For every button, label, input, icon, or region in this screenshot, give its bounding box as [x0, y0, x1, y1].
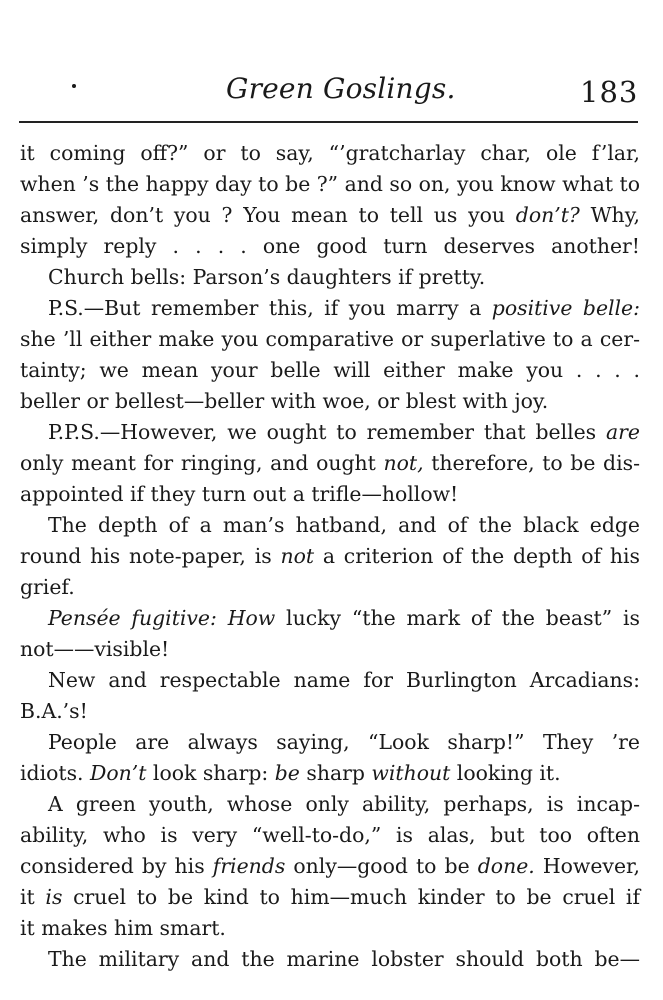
text-line: grief. — [20, 575, 75, 599]
text-line: it coming off?” or to say, “’gratcharlay char, ole f’lar, — [20, 141, 640, 165]
paragraph-line — [20, 417, 640, 448]
text-run: only meant for ringing, and ought — [20, 451, 384, 475]
text-run: round his note-paper, is — [20, 544, 281, 568]
text-line: she ’ll either make you comparative or superlative to a cer- — [20, 327, 640, 351]
running-title: Green Goslings. — [226, 72, 456, 105]
text-run: look sharp: — [146, 761, 275, 785]
text-run: considered by his — [20, 854, 213, 878]
text-run: only—good to be — [285, 854, 478, 878]
page-number: 183 — [580, 75, 639, 109]
italic-run: Pensée fugitive: How — [48, 606, 276, 630]
paragraph-line — [20, 603, 640, 634]
text-run: P.P.S.—However, we ought to remember that belles — [48, 420, 607, 444]
text-line: B.A.’s! — [20, 699, 88, 723]
text-line: it makes him smart. — [20, 916, 226, 940]
ink-dot — [72, 84, 76, 88]
text-run: therefore, to be dis- — [423, 451, 640, 475]
paragraph-line: People are always saying, “Look sharp!” They ’re — [48, 730, 640, 754]
text-line — [20, 541, 640, 572]
text-run: Why, — [579, 203, 640, 227]
paragraph-line — [20, 293, 640, 324]
italic-run: done. — [477, 854, 535, 878]
text-line: ability, who is very “well-to-do,” is alas, but too often — [20, 823, 640, 847]
text-run: it — [20, 885, 46, 909]
paragraph-line: New and respectable name for Burlington Arcadians: — [48, 668, 640, 692]
italic-run: don’t? — [515, 203, 580, 227]
text-line — [20, 758, 640, 789]
text-line: not——visible! — [20, 637, 170, 661]
italic-run: not — [280, 544, 315, 568]
text-line — [20, 851, 640, 882]
text-line — [20, 882, 640, 913]
paragraph-line: The military and the marine lobster should both be— — [48, 947, 640, 971]
text-line — [20, 448, 640, 479]
text-run: However, — [534, 854, 641, 878]
text-run: sharp — [299, 761, 372, 785]
paragraph-line: The depth of a man’s hatband, and of the black edge — [48, 513, 640, 537]
text-run: cruel to be kind to him—much kinder to be cruel if — [62, 885, 640, 909]
italic-run: positive belle: — [491, 296, 640, 320]
paragraph-line: Church bells: Parson’s daughters if pretty. — [48, 265, 486, 289]
italic-run: be — [274, 761, 300, 785]
text-line — [20, 200, 640, 231]
text-run: answer, don’t you ? You mean to tell us you — [20, 203, 516, 227]
italic-run: friends — [212, 854, 286, 878]
text-line: when ’s the happy day to be ?” and so on, you know what to — [20, 172, 640, 196]
text-line: tainty; we mean your belle will either make you . . . . — [20, 358, 640, 382]
text-line: appointed if they turn out a trifle—hollow! — [20, 482, 459, 506]
italic-run: without — [371, 761, 451, 785]
body-text — [20, 138, 640, 975]
italic-run: are — [606, 420, 640, 444]
italic-run: not, — [383, 451, 424, 475]
text-line: beller or bellest—beller with woe, or blest with joy. — [20, 389, 549, 413]
header-rule — [19, 121, 638, 123]
paragraph-line: A green youth, whose only ability, perhaps, is incap- — [48, 792, 640, 816]
text-line: simply reply . . . . one good turn deserves another! — [20, 234, 640, 258]
text-run: looking it. — [450, 761, 561, 785]
text-run: P.S.—But remember this, if you marry a — [48, 296, 492, 320]
italic-run: Don’t — [90, 761, 147, 785]
running-header — [0, 0, 663, 125]
text-run: lucky “the mark of the beast” is — [275, 606, 640, 630]
text-run: idiots. — [20, 761, 90, 785]
italic-run: is — [45, 885, 63, 909]
text-run: a criterion of the depth of his — [314, 544, 641, 568]
